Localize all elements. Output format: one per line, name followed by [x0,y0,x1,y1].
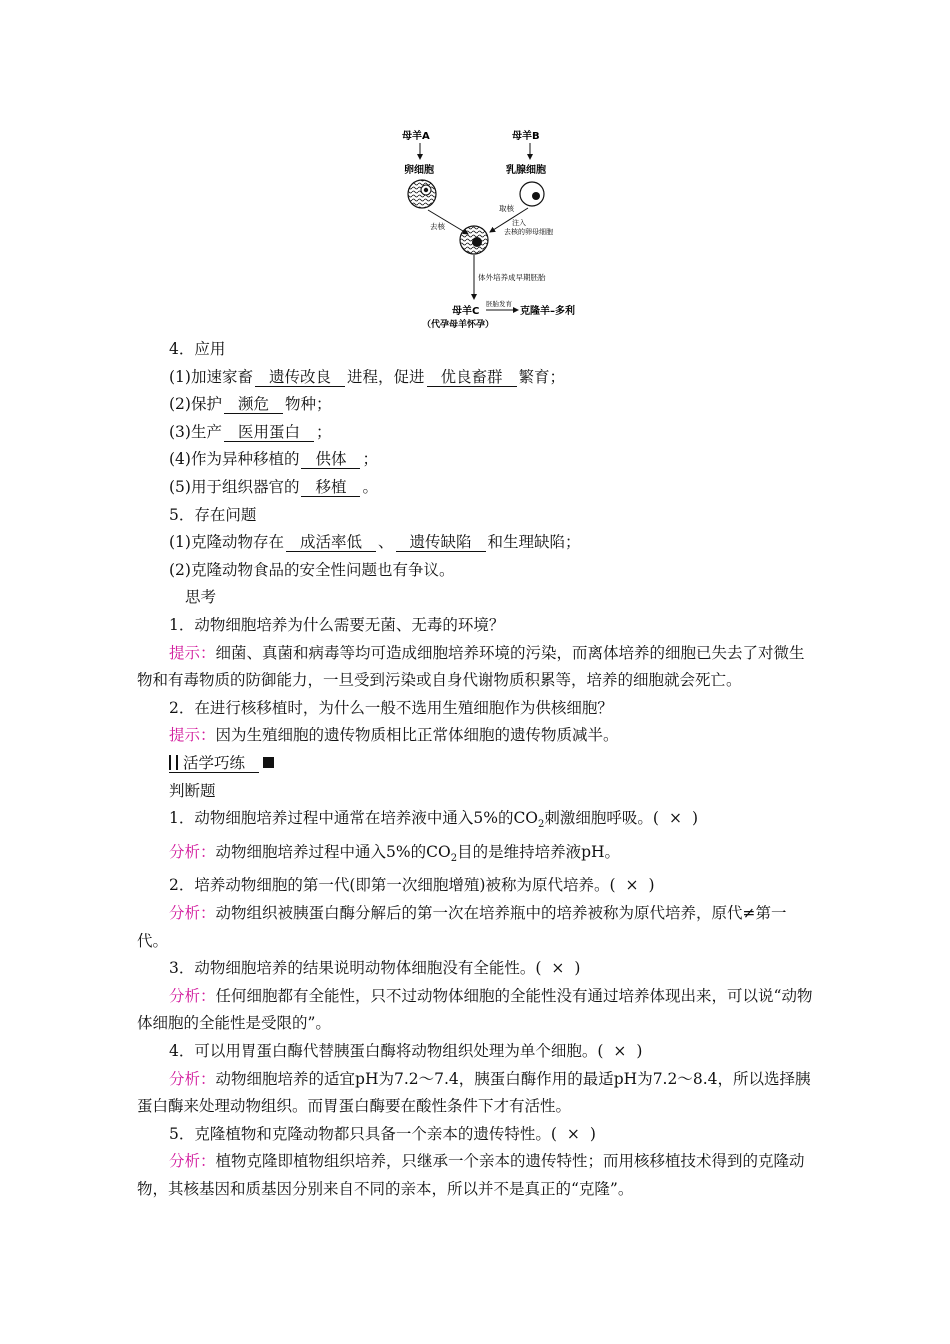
judge-analysis-4: 分析：动物细胞培养的适宜pH为7.2～7.4，胰蛋白酶作用的最适pH为7.2～8.4，所以选择胰蛋白酶来处理动物组织。而胃蛋白酶要在酸性条件下才有活性。 [137,1069,811,1116]
mother-b-label: 母羊B [512,131,540,142]
inject-label-2: 去核的卵母细胞 [504,228,553,236]
answer-mark: × [613,1042,627,1061]
hint-label: 提示： [169,726,216,745]
square-icon [263,757,274,768]
think-answer-1: 提示：细菌、真菌和病毒等均可造成细胞培养环境的污染，而离体培养的细胞已失去了对微生物和有毒物质的防御能力，一旦受到污染或自身代谢物质积累等，培养的细胞就会死亡。 [137,643,805,690]
culture-label: 体外培养成早期胚胎 [478,273,546,282]
mother-a-label: 母羊A [402,131,430,142]
answer-mark: × [566,1124,580,1143]
blank-answer: 移植 [301,478,360,497]
mammary-cell-shape [520,182,544,206]
application-item-4: (4)作为异种移植的 供体 ； [169,450,378,469]
analysis-label: 分析： [169,904,216,923]
analysis-label: 分析： [169,986,216,1005]
problem-item-2: (2)克隆动物食品的安全性问题也有争议。 [169,560,455,579]
blank-answer: 供体 [301,450,360,469]
blank-answer: 濒危 [224,395,283,414]
bar-glyph [169,755,171,770]
blank-answer: 遗传缺陷 [396,533,486,552]
answer-mark: × [668,809,682,828]
cloning-diagram [400,122,600,332]
analysis-label: 分析： [169,1069,216,1088]
mother-c-label: 母羊C [452,306,480,317]
judge-question-4: 4．可以用胃蛋白酶代替胰蛋白酶将动物组织处理为单个细胞。( × ) [137,1038,817,1066]
section-5-title: 5．存在问题 [169,505,257,524]
judge-question-5: 5．克隆植物和克隆动物都只具备一个亲本的遗传特性。( × ) [137,1121,817,1149]
blank-answer: 医用蛋白 [224,423,314,442]
answer-mark: × [625,876,639,895]
judge-analysis-2: 分析：动物组织被胰蛋白酶分解后的第一次在培养瓶中的培养被称为原代培养，原代≠第一代。 [137,904,787,950]
reconstructed-egg-shape [460,226,488,254]
practice-heading: 活学巧练 [137,750,817,778]
judge-title: 判断题 [169,781,216,800]
surrogate-label: （代孕母羊怀孕） [422,320,495,330]
blank-answer: 遗传改良 [255,368,345,387]
application-item-1: (1)加速家畜 遗传改良 进程，促进 优良畜群 繁育； [169,367,566,386]
egg-cell-shape [408,180,436,208]
application-item-2: (2)保护 濒危 物种； [169,395,332,414]
application-item-3: (3)生产 医用蛋白 ； [169,422,332,441]
judge-question-2: 2．培养动物细胞的第一代(即第一次细胞增殖)被称为原代培养。( × ) [137,872,817,900]
judge-analysis-3: 分析：任何细胞都有全能性，只不过动物体细胞的全能性没有通过培养体现出来，可以说“动物体细胞的全能性是受限的”。 [137,986,813,1033]
egg-cell-label: 卵细胞 [404,165,434,176]
application-item-5: (5)用于组织器官的 移植 。 [169,477,378,496]
inject-label-1: 注入 [512,219,526,227]
hint-label: 提示： [169,643,216,662]
answer-mark: × [551,959,565,978]
mammary-cell-label: 乳腺细胞 [506,165,546,176]
think-question-1: 1．动物细胞培养为什么需要无菌、无毒的环境？ [169,615,505,634]
remove-nucleus-label: 去核 [430,222,445,231]
clone-label: 克隆羊–多利 [520,306,575,317]
embryo-dev-label: 胚胎发育 [486,300,512,308]
section-4-title: 4．应用 [169,340,226,358]
blank-answer: 成活率低 [286,533,376,552]
take-nucleus-label: 取核 [499,204,514,213]
judge-analysis-5: 分析：植物克隆即植物组织培养，只继承一个亲本的遗传特性；而用核移植技术得到的克隆动物，其核基因和质基因分别来自不同的亲本，所以并不是真正的“克隆”。 [137,1152,805,1198]
think-title: 思考 [185,588,217,607]
judge-question-3: 3．动物细胞培养的结果说明动物体细胞没有全能性。( × ) [137,955,817,983]
blank-answer: 优良畜群 [427,368,517,387]
think-answer-2: 提示：因为生殖细胞的遗传物质相比正常体细胞的遗传物质减半。 [169,726,619,745]
analysis-label: 分析： [169,1152,216,1171]
judge-question-1: 1．动物细胞培养过程中通常在培养液中通入5%的$CO_2$刺激细胞呼吸。( × ) [137,805,817,839]
problem-item-1: (1)克隆动物存在 成活率低 、 遗传缺陷 和生理缺陷； [169,533,581,552]
bar-glyph [176,755,178,770]
analysis-label: 分析： [169,842,216,861]
document-body [137,336,817,1204]
judge-analysis-1: 分析：动物细胞培养过程中通入5%的$CO_2$目的是维持培养液pH。 [169,842,621,864]
think-question-2: 2．在进行核移植时，为什么一般不选用生殖细胞作为供核细胞？ [169,698,613,717]
